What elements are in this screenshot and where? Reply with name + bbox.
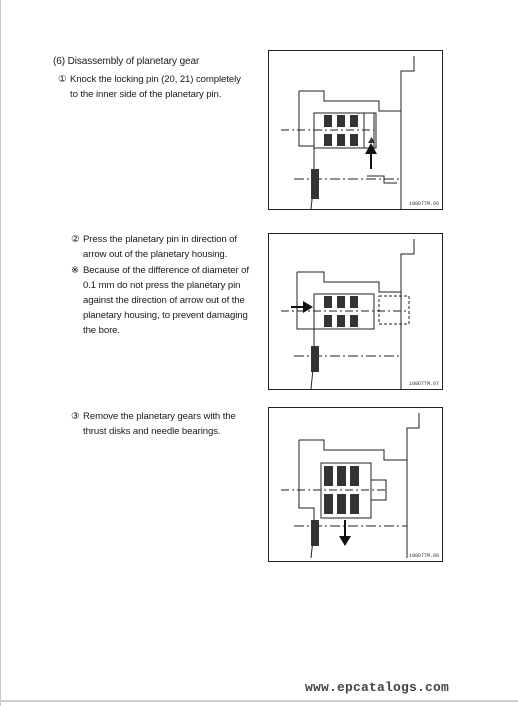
figure-remove-gears <box>268 407 443 562</box>
step-2-marker: ② <box>71 234 80 245</box>
note-line-5: the bore. <box>83 325 120 336</box>
step-2 <box>71 232 237 262</box>
step-1-line-2: to the inner side of the planetary pin. <box>70 89 222 100</box>
figure-1-code: 100D7TM.66 <box>408 201 439 207</box>
step-3-line-2: thrust disks and needle bearings. <box>83 426 221 437</box>
step-2-line-1: Press the planetary pin in direction of <box>83 234 237 245</box>
step-3-line-1: Remove the planetary gears with the <box>83 411 236 422</box>
step-3 <box>71 409 236 439</box>
figure-locking-pin-drawing <box>269 51 444 211</box>
note-line-2: 0.1 mm do not press the planetary pin <box>83 280 241 291</box>
step-1-marker: ① <box>58 74 67 85</box>
watermark-url: www.epcatalogs.com <box>305 680 450 695</box>
note-line-1: Because of the difference of diameter of <box>83 265 249 276</box>
figure-press-pin-drawing <box>269 234 444 391</box>
note-line-3: against the direction of arrow out of the <box>83 295 245 306</box>
figure-press-pin <box>268 233 443 390</box>
figure-locking-pin <box>268 50 443 210</box>
note-marker: ※ <box>71 265 79 276</box>
section-heading: (6) Disassembly of planetary gear <box>53 56 200 67</box>
step-2-line-2: arrow out of the planetary housing. <box>83 249 228 260</box>
figure-3-code: 100D7TM.68 <box>408 553 439 559</box>
figure-2-code: 100D7TM.67 <box>408 381 439 387</box>
page-edge <box>0 0 1 706</box>
caution-note <box>71 263 249 338</box>
step-1 <box>58 72 241 102</box>
step-1-line-1: Knock the locking pin (20, 21) completely <box>70 74 241 85</box>
step-3-marker: ③ <box>71 411 80 422</box>
bottom-rule <box>0 700 518 702</box>
note-line-4: planetary housing, to prevent damaging <box>83 310 248 321</box>
figure-remove-gears-drawing <box>269 408 444 563</box>
